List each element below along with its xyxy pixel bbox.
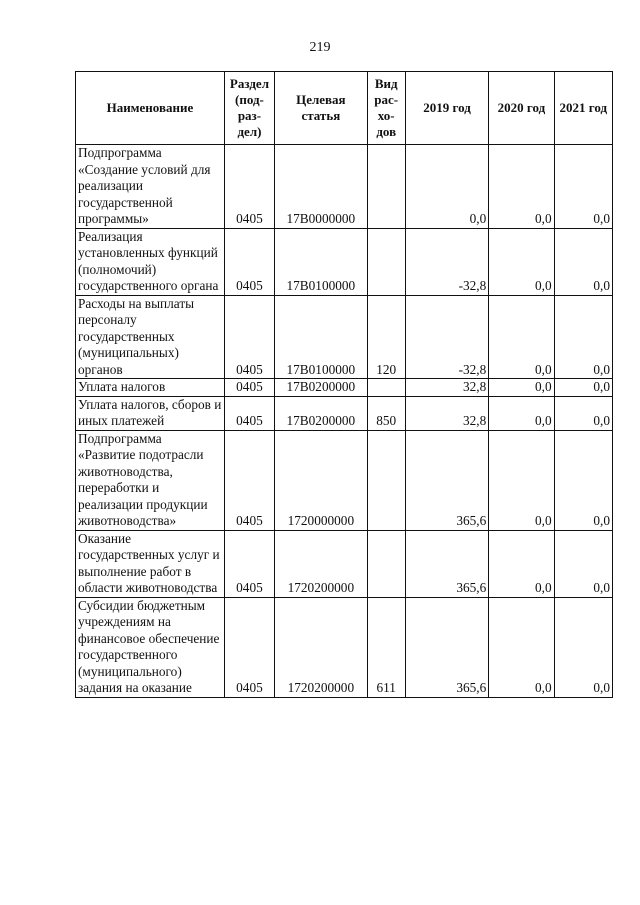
header-name: Наименование — [76, 72, 225, 145]
table-row — [76, 379, 613, 397]
cell-2020: 0,0 — [489, 597, 554, 697]
cell-type — [367, 430, 405, 530]
cell-type: 611 — [367, 597, 405, 697]
cell-section: 0405 — [224, 597, 274, 697]
cell-2020: 0,0 — [489, 228, 554, 295]
cell-target: 17В0100000 — [275, 228, 368, 295]
cell-2019: 0,0 — [405, 145, 488, 229]
table-row — [76, 295, 613, 379]
cell-section: 0405 — [224, 145, 274, 229]
cell-2021: 0,0 — [554, 430, 612, 530]
cell-2019: 32,8 — [405, 396, 488, 430]
cell-name: Субсидии бюджетным учреждениям на финансовое обеспечение государственного (муниципального) задания на оказание — [76, 597, 225, 697]
cell-name: Уплата налогов — [76, 379, 225, 397]
cell-name: Уплата налогов, сборов и иных платежей — [76, 396, 225, 430]
cell-section: 0405 — [224, 396, 274, 430]
table-header-row — [76, 72, 613, 145]
cell-2021: 0,0 — [554, 145, 612, 229]
header-target: Целевая статья — [275, 72, 368, 145]
table-row — [76, 228, 613, 295]
cell-2019: -32,8 — [405, 228, 488, 295]
table-row — [76, 396, 613, 430]
cell-name: Подпрограмма «Развитие подотрасли животноводства, переработки и реализации продукции животноводства» — [76, 430, 225, 530]
cell-target: 17В0100000 — [275, 295, 368, 379]
header-type: Вид рас-хо-дов — [367, 72, 405, 145]
cell-name: Реализация установленных функций (полномочий) государственного органа — [76, 228, 225, 295]
cell-target: 1720000000 — [275, 430, 368, 530]
cell-2021: 0,0 — [554, 295, 612, 379]
cell-section: 0405 — [224, 295, 274, 379]
table-row — [76, 145, 613, 229]
cell-2020: 0,0 — [489, 530, 554, 597]
cell-section: 0405 — [224, 430, 274, 530]
cell-2020: 0,0 — [489, 295, 554, 379]
cell-2019: 365,6 — [405, 430, 488, 530]
cell-section: 0405 — [224, 530, 274, 597]
cell-2020: 0,0 — [489, 379, 554, 397]
cell-type — [367, 530, 405, 597]
cell-2021: 0,0 — [554, 228, 612, 295]
cell-2019: 365,6 — [405, 530, 488, 597]
page-number: 219 — [309, 40, 331, 55]
header-2021: 2021 год — [554, 72, 612, 145]
cell-target: 1720200000 — [275, 530, 368, 597]
cell-2021: 0,0 — [554, 530, 612, 597]
cell-type — [367, 145, 405, 229]
cell-2021: 0,0 — [554, 379, 612, 397]
cell-target: 17В0000000 — [275, 145, 368, 229]
cell-target: 1720200000 — [275, 597, 368, 697]
cell-2020: 0,0 — [489, 430, 554, 530]
cell-section: 0405 — [224, 379, 274, 397]
cell-type: 120 — [367, 295, 405, 379]
table-row — [76, 597, 613, 697]
cell-2020: 0,0 — [489, 396, 554, 430]
cell-target: 17В0200000 — [275, 379, 368, 397]
cell-2019: 32,8 — [405, 379, 488, 397]
table-row — [76, 430, 613, 530]
cell-2019: 365,6 — [405, 597, 488, 697]
cell-name: Подпрограмма «Создание условий для реализации государственной программы» — [76, 145, 225, 229]
cell-2019: -32,8 — [405, 295, 488, 379]
cell-name: Расходы на выплаты персоналу государственных (муниципальных) органов — [76, 295, 225, 379]
cell-type — [367, 228, 405, 295]
cell-2021: 0,0 — [554, 396, 612, 430]
cell-2021: 0,0 — [554, 597, 612, 697]
budget-table — [75, 71, 613, 698]
cell-target: 17В0200000 — [275, 396, 368, 430]
cell-type — [367, 379, 405, 397]
table-row — [76, 530, 613, 597]
cell-name: Оказание государственных услуг и выполнение работ в области животноводства — [76, 530, 225, 597]
cell-type: 850 — [367, 396, 405, 430]
header-section: Раздел (под-раз-дел) — [224, 72, 274, 145]
cell-2020: 0,0 — [489, 145, 554, 229]
cell-section: 0405 — [224, 228, 274, 295]
header-2019: 2019 год — [405, 72, 488, 145]
header-2020: 2020 год — [489, 72, 554, 145]
